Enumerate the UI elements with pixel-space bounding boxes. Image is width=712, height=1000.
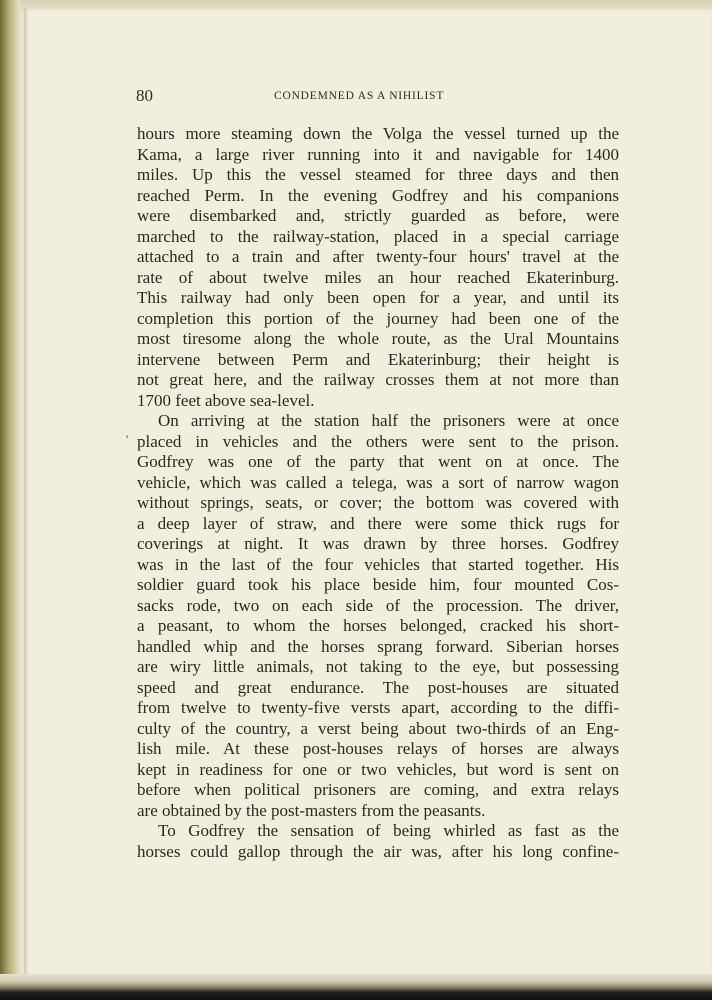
page-header <box>112 86 622 108</box>
text-line: marched to the railway-station, placed in a special carriage <box>137 226 619 246</box>
text-line: lish mile. At these post-houses relays of horses are always <box>137 739 619 758</box>
text-line: most tiresome along the whole route, as the Ural Mountains <box>137 329 619 348</box>
book-binding-edge <box>0 0 20 1000</box>
text-line: handled whip and the horses sprang forward. Siberian horses <box>137 636 619 656</box>
text-line: before when political prisoners are coming, and extra relays <box>137 780 619 799</box>
text-line: a peasant, to whom the horses belonged, cracked his short- <box>137 616 619 635</box>
text-line: was in the last of the four vehicles that started together. His <box>137 554 619 574</box>
page-number: 80 <box>136 86 153 105</box>
text-line: not great here, and the railway crosses them at not more than <box>137 370 619 389</box>
text-line: This railway had only been open for a year, and until its <box>137 288 619 307</box>
text-line: were disembarked and, strictly guarded as before, were <box>137 206 619 225</box>
text-line: Kama, a large river running into it and navigable for 1400 <box>137 144 619 164</box>
text-line: a deep layer of straw, and there were some thick rugs for <box>137 513 619 533</box>
text-line: rate of about twelve miles an hour reached Ekaterinburg. <box>137 267 619 287</box>
text-line: horses could gallop through the air was, after his long confine- <box>137 841 619 861</box>
text-line: from twelve to twenty-five versts apart, according to the diffi- <box>137 698 619 717</box>
text-line: 1700 feet above sea-level. <box>137 390 315 410</box>
running-head: CONDEMNED AS A NIHILIST <box>274 90 445 102</box>
text-line: attached to a train and after twenty-four hours' travel at the <box>137 247 619 266</box>
text-line: soldier guard took his place beside him, four mounted Cos- <box>137 575 619 594</box>
text-line: intervene between Perm and Ekaterinburg; their height is <box>137 349 619 369</box>
text-line: completion this portion of the journey had been one of the <box>137 308 619 328</box>
text-line: coverings at night. It was drawn by three horses. Godfrey <box>137 534 619 553</box>
margin-mark: ' <box>126 432 129 446</box>
text-line: vehicle, which was called a telega, was a sort of narrow wagon <box>137 472 619 492</box>
text-line: reached Perm. In the evening Godfrey and his companions <box>137 185 619 205</box>
text-line: are obtained by the post-masters from the peasants. <box>137 800 486 820</box>
text-line: are wiry little animals, not taking to the eye, but possessing <box>137 657 619 676</box>
text-line: culty of the country, a verst being about two-thirds of an Eng- <box>137 718 619 738</box>
text-line: On arriving at the station half the prisoners were at once <box>158 411 619 430</box>
text-line: speed and great endurance. The post-houses are situated <box>137 677 619 697</box>
text-line: Godfrey was one of the party that went on at once. The <box>137 452 619 471</box>
text-line: sacks rode, two on each side of the procession. The driver, <box>137 595 619 615</box>
text-line: miles. Up this the vessel steamed for three days and then <box>137 165 619 184</box>
bottom-edge-shadow <box>0 974 712 1000</box>
text-line: placed in vehicles and the others were sent to the prison. <box>137 431 619 451</box>
text-line: To Godfrey the sensation of being whirled as fast as the <box>158 821 619 840</box>
text-line: kept in readiness for one or two vehicles, but word is sent on <box>137 759 619 779</box>
text-line: without springs, seats, or cover; the bottom was covered with <box>137 493 619 512</box>
body-text <box>137 124 619 862</box>
text-line: hours more steaming down the Volga the vessel turned up the <box>137 124 619 143</box>
